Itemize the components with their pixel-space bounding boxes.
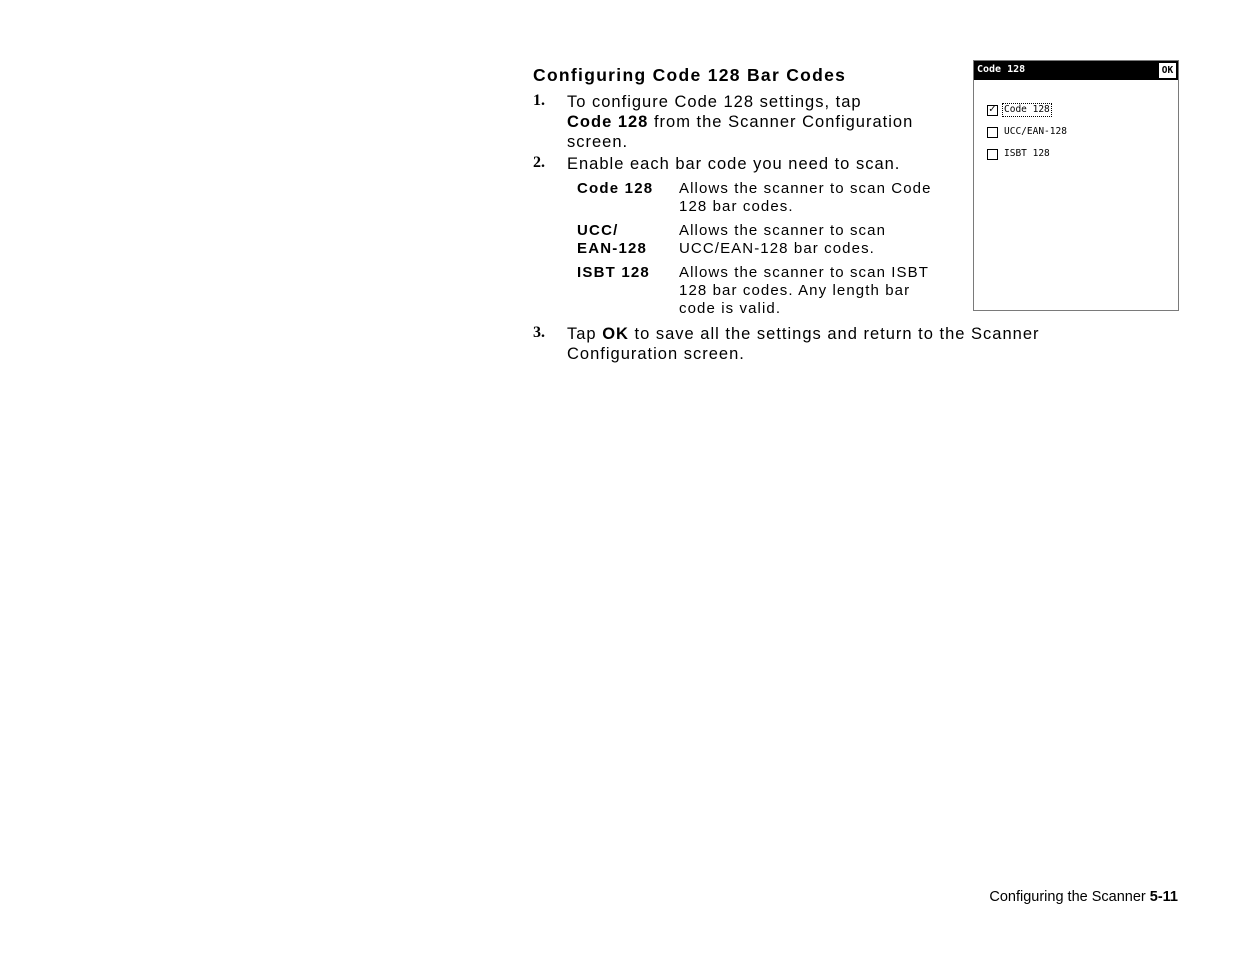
step-3-line-2: Configuration screen.	[567, 345, 745, 363]
option-desc-code-128-line-1: Allows the scanner to scan Code	[679, 180, 932, 197]
option-desc-isbt-line-2: 128 bar codes. Any length bar	[679, 282, 911, 299]
checkmark-icon: ✓	[989, 102, 996, 115]
option-desc-isbt-line-1: Allows the scanner to scan ISBT	[679, 264, 930, 281]
checkbox-code-128[interactable]	[987, 102, 998, 116]
screen-title: Code 128	[977, 64, 1026, 75]
option-term-ucc-line-2: EAN-128	[577, 240, 648, 257]
option-desc-ucc-line-1: Allows the scanner to scan	[679, 222, 887, 239]
footer-section-title: Configuring the Scanner	[989, 889, 1146, 905]
step-2-number: 2.	[533, 154, 545, 171]
ok-button[interactable]: OK	[1158, 62, 1177, 79]
step-3-bold-ok: OK	[602, 325, 629, 343]
screen-title-bar	[974, 61, 1178, 80]
checkbox-ucc-ean-128[interactable]	[987, 127, 998, 138]
step-1-line-2	[567, 112, 913, 132]
step-1-line-3: screen.	[567, 133, 629, 151]
step-2-line-1: Enable each bar code you need to scan.	[567, 155, 901, 173]
device-screen-screenshot	[973, 60, 1179, 311]
step-3-pre: Tap	[567, 325, 603, 343]
footer-page-number: 5-11	[1149, 889, 1178, 905]
checkbox-label-ucc-ean-128: UCC/EAN-128	[1004, 126, 1067, 137]
option-term-code-128: Code 128	[577, 180, 654, 197]
step-3-line-1	[567, 324, 1040, 344]
step-1-line-2-rest: from the Scanner Configuration	[648, 113, 914, 131]
step-1-line-1: To configure Code 128 settings, tap	[567, 93, 862, 111]
option-term-isbt-128: ISBT 128	[577, 264, 650, 281]
step-3-post: to save all the settings and return to the Scanner	[628, 325, 1040, 343]
checkbox-label-code-128: Code 128	[1004, 104, 1050, 115]
option-desc-ucc-line-2: UCC/EAN-128 bar codes.	[679, 240, 875, 257]
step-1-number: 1.	[533, 92, 545, 109]
checkbox-isbt-128[interactable]	[987, 149, 998, 160]
checkbox-label-isbt-128: ISBT 128	[1004, 148, 1050, 159]
section-heading: Configuring Code 128 Bar Codes	[533, 65, 847, 85]
step-3-number: 3.	[533, 324, 545, 341]
page-footer	[989, 889, 1178, 905]
option-desc-code-128-line-2: 128 bar codes.	[679, 198, 794, 215]
option-term-ucc-line-1: UCC/	[577, 222, 619, 239]
option-desc-isbt-line-3: code is valid.	[679, 300, 782, 317]
step-1-bold-term: Code 128	[567, 113, 649, 131]
